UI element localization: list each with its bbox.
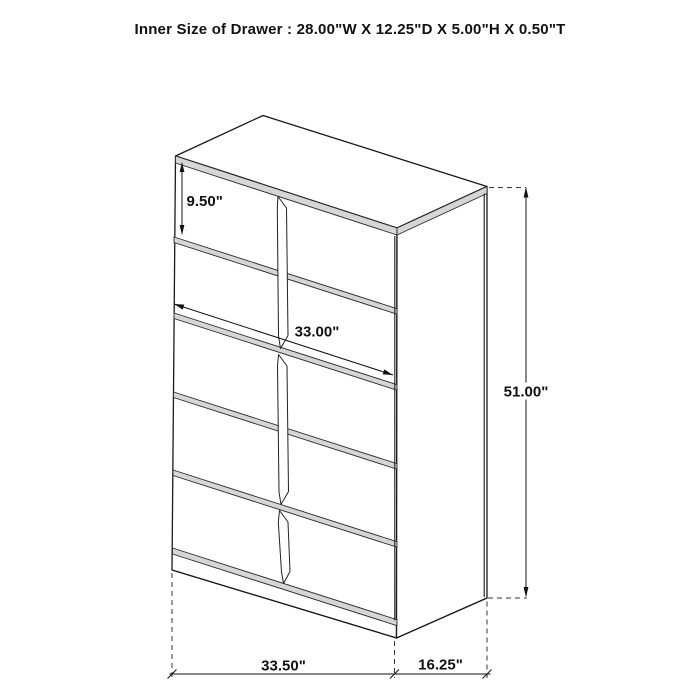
- handle-groove-middle: [278, 355, 289, 505]
- dimension-overall-height: [488, 187, 551, 598]
- handle-groove-top: [277, 197, 288, 349]
- chest-side-face: [397, 187, 488, 639]
- diagram-title: Inner Size of Drawer : 28.00"W X 12.25"D X 5.00"H X 0.50"T: [134, 21, 566, 38]
- drawer-height-label: 9.50": [186, 193, 223, 210]
- front-width-label: 33.00": [294, 323, 340, 341]
- overall-height-label: 51.00": [503, 383, 549, 401]
- side-depth-label: 16.25": [418, 656, 463, 674]
- base-width-label: 33.50": [261, 657, 306, 675]
- arrowhead-down: [524, 587, 529, 598]
- arrowhead-up: [524, 187, 529, 198]
